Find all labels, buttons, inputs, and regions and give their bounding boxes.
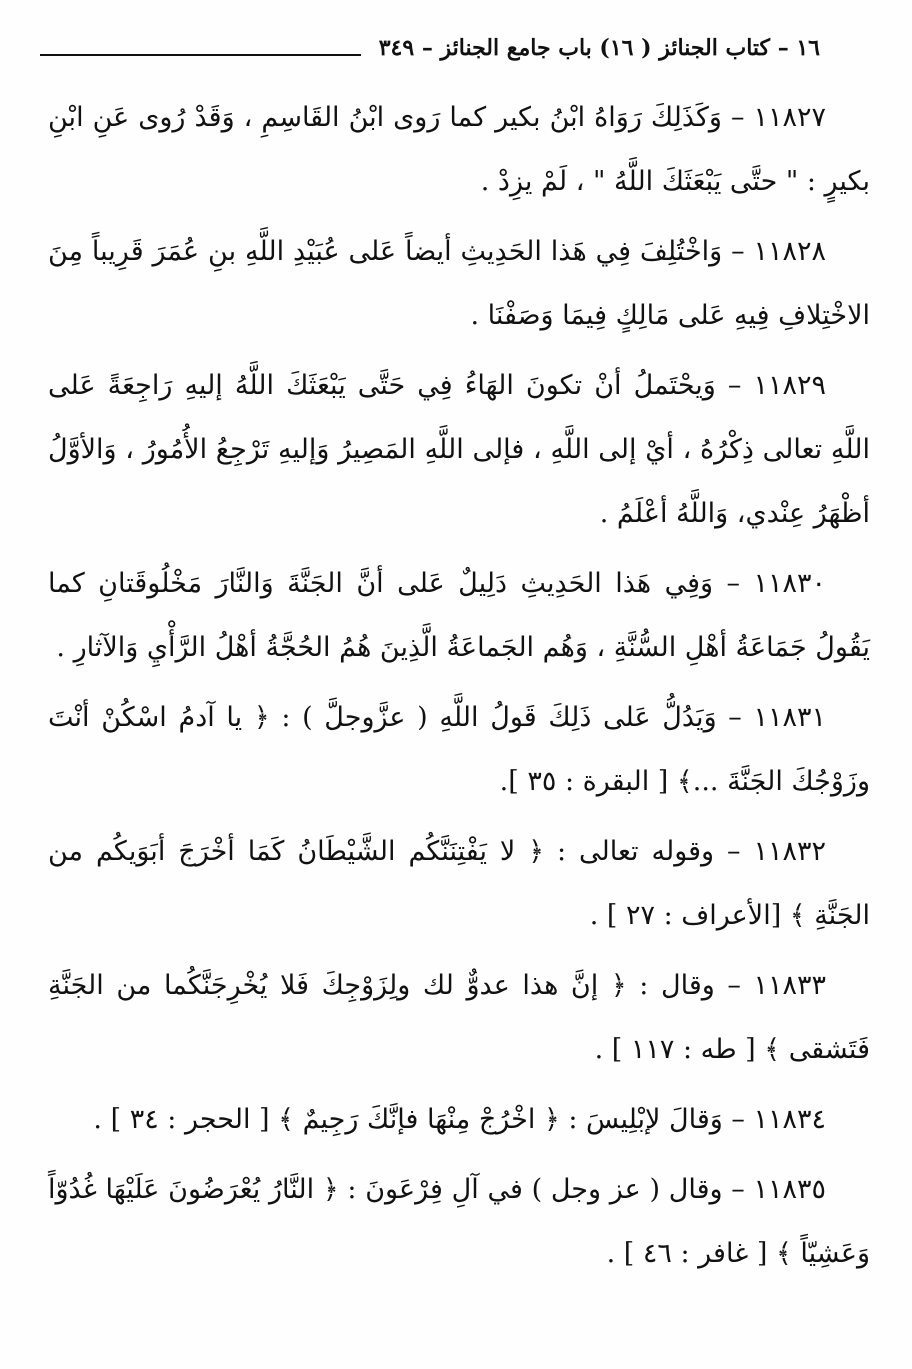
page-body [48, 86, 870, 1292]
paragraph-11830: ١١٨٣٠ – وَفِي هَذا الحَدِيثِ دَلِيلٌ عَلى أنَّ الجَنَّةَ وَالنَّارَ مَخْلُوقَتانِ كما يَقُولُ جَمَاعَةُ أهْلِ السُّنَّةِ ، وَهُم الجَماعَةُ الَّذِينَ هُمُ الحُجَّةُ أهْلُ الرَّأْيِ وَالآثارِ . [48, 568, 870, 663]
paragraph-11828: ١١٨٢٨ – وَاخْتُلِفَ فِي هَذا الحَدِيثِ أيضاً عَلى عُبَيْدِ اللَّهِ بنِ عُمَرَ قَرِيباً مِنَ الاخْتِلافِ فِيهِ عَلى مَالِكٍ فِيمَا وَصَفْنَا . [48, 236, 870, 331]
paragraph-11833: ١١٨٣٣ – وقال : ﴿ إنَّ هذا عدوٌّ لك ولِزَوْجِكَ فَلا يُخْرِجَنَّكُما من الجَنَّةِ فَتَشقى ﴾ [ طه : ١١٧ ] . [48, 970, 870, 1065]
paragraph-11834: ١١٨٣٤ – وَقالَ لإبْلِيسَ : ﴿ اخْرُجْ مِنْهَا فإنَّكَ رَجِيمٌ ﴾ [ الحجر : ٣٤ ] . [93, 1104, 826, 1135]
paragraph-11831: ١١٨٣١ – وَيَدُلُّ عَلى ذَلِكَ قَولُ اللَّهِ ( عزَّوجلَّ ) : ﴿ يا آدمُ اسْكُنْ أنْتَ وزَوْجُكَ الجَنَّةَ ...﴾ [ البقرة : ٣٥ ]. [48, 702, 870, 797]
paragraph-11827: ١١٨٢٧ – وَكَذَلِكَ رَوَاهُ ابْنُ بكير كما رَوى ابْنُ القَاسِمِ ، وَقَدْ رُوى عَنِ ابْنِ بكيرٍ : " حتَّى يَبْعَثَكَ اللَّهُ " ، لَمْ يزِدْ . [48, 102, 870, 197]
header-title: ١٦ – كتاب الجنائز ( ١٦) باب جامع الجنائز – ٣٤٩ [378, 35, 820, 61]
running-header [40, 28, 820, 68]
paragraph-11832: ١١٨٣٢ – وقوله تعالى : ﴿ لا يَفْتِنَنَّكُم الشَّيْطَانُ كَمَا أخْرَجَ أبَوَيكُم من الجَنَّةِ ﴾ [الأعراف : ٢٧ ] . [48, 836, 870, 931]
paragraph-11829: ١١٨٢٩ – وَيحْتَملُ أنْ تكونَ الهَاءُ فِي حَتَّى يَبْعَثَكَ اللَّهُ إليهِ رَاجِعَةً عَلى اللَّهِ تعالى ذِكْرُهُ ، أيْ إلى اللَّهِ ، فإلى اللَّهِ المَصِيرُ وَإليهِ تَرْجِعُ الأُمُورُ ، وَالأوَّلُ أظْهَرُ عِنْدي، وَاللَّهُ أعْلَمُ . [48, 370, 870, 529]
paragraph-11835: ١١٨٣٥ – وقال ( عز وجل ) في آلِ فِرْعَونَ : ﴿ النَّارُ يُعْرَضُونَ عَلَيْهَا غُدُوّاً وَعَشِيّاً ﴾ [ غافر : ٤٦ ] . [48, 1174, 870, 1269]
header-rule [40, 54, 361, 56]
